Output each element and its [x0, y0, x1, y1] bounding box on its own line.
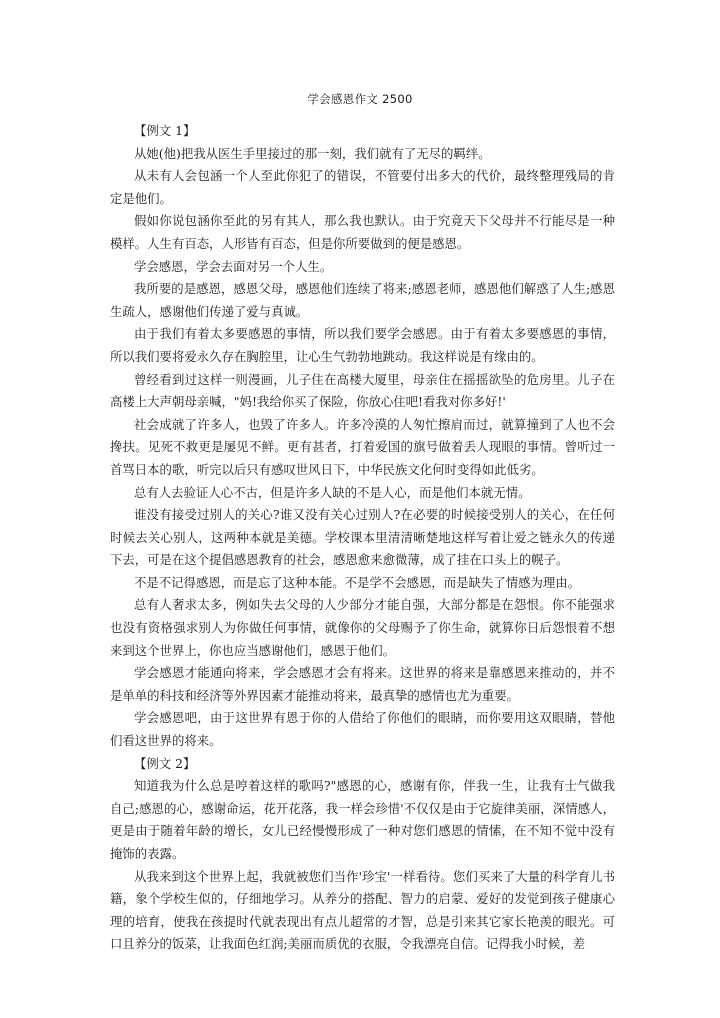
- section-label: 【例文 1】: [134, 123, 196, 138]
- paragraph: 总有人奢求太多，例如失去父母的人少部分才能自强，大部分都是在怨恨。你不能强求也没有资格强求别人为你做任何事情，就像你的父母赐予了你生命，就算你日后怨恨着不想来到这个世界上，你也应当感谢他们，感恩于他们。: [110, 597, 615, 658]
- paragraph: 学会感恩，学会去面对另一个人生。: [134, 258, 333, 274]
- section-label: 【例文 2】: [134, 755, 196, 771]
- paragraph: 不是不记得感恩，而是忘了这种本能。不是学不会感恩，而是缺失了情感为理由。: [134, 574, 581, 590]
- document-body: [110, 120, 615, 956]
- paragraph: 谁没有接受过别人的关心?谁又没有关心过别人?在必要的时候接受别人的关心，在任何时候去关心别人，这两种本就是美德。学校课本里清清晰楚地这样写着让爱之链永久的传递下去，可是在这个提倡感恩教育的社会，感恩愈来愈微薄，成了挂在口头上的幌子。: [110, 507, 615, 568]
- paragraph: 从我来到这个世界上起，我就被您们当作'珍宝'一样看待。您们买来了大量的科学育儿书籍，象个学校生似的，仔细地学习。从养分的搭配、智力的启蒙、爱好的发觉到孩子健康心理的培育，使我在孩提时代就表现出有点儿超常的才智，总是引来其它家长艳羡的眼光。可口且养分的饭菜，让我面色红润;美丽而质优的衣服，令我漂亮自信。记得我小时候，差: [110, 868, 615, 952]
- document-title: 学会感恩作文 2500: [307, 92, 413, 106]
- paragraph: 学会感恩才能通向将来，学会感恩才会有将来。这世界的将来是靠感恩来推动的，并不是单单的科技和经济等外界因素才能推动将来，最真挚的感情也尤为重要。: [110, 665, 615, 703]
- paragraph: 社会成就了许多人，也毁了许多人。许多冷漠的人匆忙擦肩而过，就算撞到了人也不会搀扶。见死不救更是屡见不鲜。更有甚者，打着爱国的旗号做着丢人现眼的事情。曾听过一首骂日本的歌，听完以后只有感叹世风日下，中华民族文化何时变得如此低劣。: [110, 416, 615, 477]
- paragraph: 知道我为什么总是哼着这样的歌吗?"感恩的心，感谢有你，伴我一生，让我有士气做我自己;感恩的心，感谢命运，花开花落，我一样会珍惜'不仅仅是由于它旋律美丽，深情感人，更是由于随着年龄的增长，女儿已经慢慢形成了一种对您们感恩的情愫，在不知不觉中没有掩饰的表露。: [110, 778, 615, 861]
- paragraph: 由于我们有着太多要感恩的事情，所以我们要学会感恩。由于有着太多要感恩的事情，所以我们要将爱永久存在胸腔里，让心生气勃勃地跳动。我这样说是有缘由的。: [110, 326, 615, 364]
- paragraph: 学会感恩吧，由于这世界有恩于你的人借给了你他们的眼睛，而你要用这双眼睛，替他们看这世界的将来。: [110, 710, 615, 749]
- paragraph: 我所要的是感恩，感恩父母，感恩他们连续了将来;感恩老师，感恩他们解惑了人生;感恩生疏人，感谢他们传递了爱与真诚。: [110, 281, 615, 319]
- paragraph: 总有人去验证人心不古，但是许多人缺的不是人心，而是他们本就无情。: [134, 484, 531, 500]
- paragraph: 从未有人会包涵一个人至此你犯了的错误，不管要付出多大的代价，最终整理残局的肯定是他们。: [110, 168, 615, 206]
- paragraph: 假如你说包涵你至此的另有其人，那么我也默认。由于究竟天下父母并不行能尽是一种模样。人生有百态，人形皆有百态，但是你所要做到的便是感恩。: [110, 213, 615, 251]
- paragraph: 从她(他)把我从医生手里接过的那一刻，我们就有了无尽的羁绊。: [134, 145, 491, 161]
- paragraph: 曾经看到过这样一则漫画，儿子住在高楼大厦里，母亲住在摇摇欲坠的危房里。儿子在高楼上大声朝母亲喊，"妈!我给你买了保险，你放心住吧!看我对你多好!': [110, 371, 615, 410]
